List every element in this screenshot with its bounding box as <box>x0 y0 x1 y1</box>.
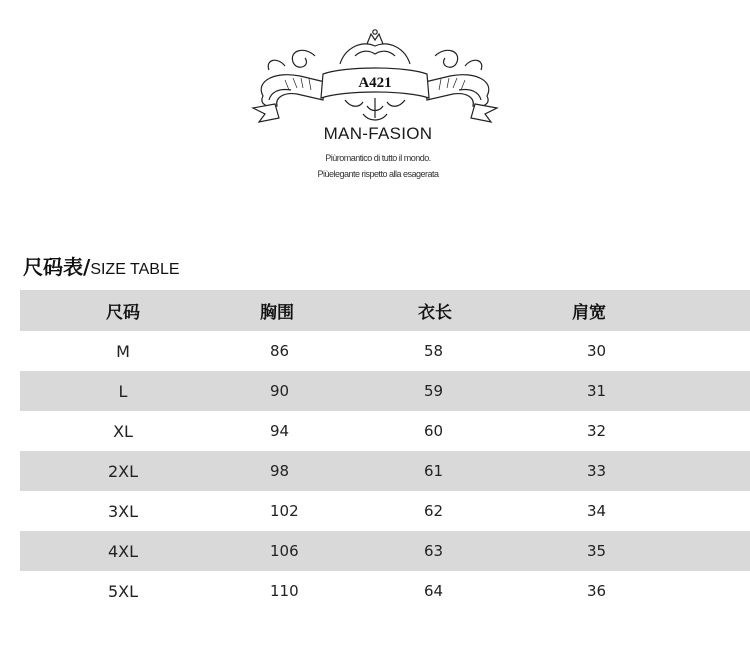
brand-name: MAN-FASION <box>323 124 433 143</box>
shoulder-cell: 30 <box>587 342 607 360</box>
size-cell: 2XL <box>107 461 139 481</box>
section-title-cn: 尺码表/ <box>23 255 91 279</box>
chest-cell: 98 <box>270 462 290 480</box>
chest-cell: 86 <box>270 342 290 360</box>
header-size: 尺码 <box>106 303 140 323</box>
shoulder-cell: 31 <box>587 382 607 400</box>
table-row <box>20 571 750 611</box>
chest-cell: 102 <box>270 502 299 520</box>
logo-badge-text: A421 <box>358 75 392 91</box>
header-length: 衣长 <box>418 303 452 323</box>
table-row <box>20 371 750 411</box>
chest-cell: 94 <box>270 422 290 440</box>
table-header-row <box>20 290 750 331</box>
length-cell: 61 <box>424 462 444 480</box>
shoulder-cell: 32 <box>587 422 607 440</box>
section-title <box>23 251 180 280</box>
size-cell: XL <box>113 421 133 441</box>
table-row <box>20 451 750 491</box>
shoulder-cell: 34 <box>587 502 607 520</box>
brand-logo <box>245 26 505 126</box>
size-cell: L <box>118 381 128 401</box>
length-cell: 60 <box>424 422 444 440</box>
table-row <box>20 331 750 371</box>
table-row <box>20 411 750 451</box>
size-table <box>20 290 750 611</box>
header-shoulder: 肩宽 <box>572 303 606 323</box>
length-cell: 64 <box>424 582 444 600</box>
table-row <box>20 531 750 571</box>
section-title-en: SIZE TABLE <box>90 261 180 278</box>
brand-tagline-2: Piùelegante rispetto alla esagerata <box>317 169 439 179</box>
shoulder-cell: 36 <box>587 582 607 600</box>
size-cell: 5XL <box>107 581 139 601</box>
brand-tagline-1: Piùromantico di tutto il mondo. <box>325 153 431 163</box>
length-cell: 63 <box>424 542 444 560</box>
chest-cell: 90 <box>270 382 290 400</box>
shoulder-cell: 35 <box>587 542 607 560</box>
size-cell: 3XL <box>107 501 139 521</box>
shoulder-cell: 33 <box>587 462 607 480</box>
size-cell: 4XL <box>107 541 139 561</box>
ornament-crest-icon <box>245 26 505 126</box>
chest-cell: 110 <box>270 582 299 600</box>
length-cell: 59 <box>424 382 444 400</box>
length-cell: 58 <box>424 342 444 360</box>
table-row <box>20 491 750 531</box>
size-cell: M <box>116 341 130 361</box>
length-cell: 62 <box>424 502 444 520</box>
chest-cell: 106 <box>270 542 299 560</box>
header-chest: 胸围 <box>260 303 294 323</box>
